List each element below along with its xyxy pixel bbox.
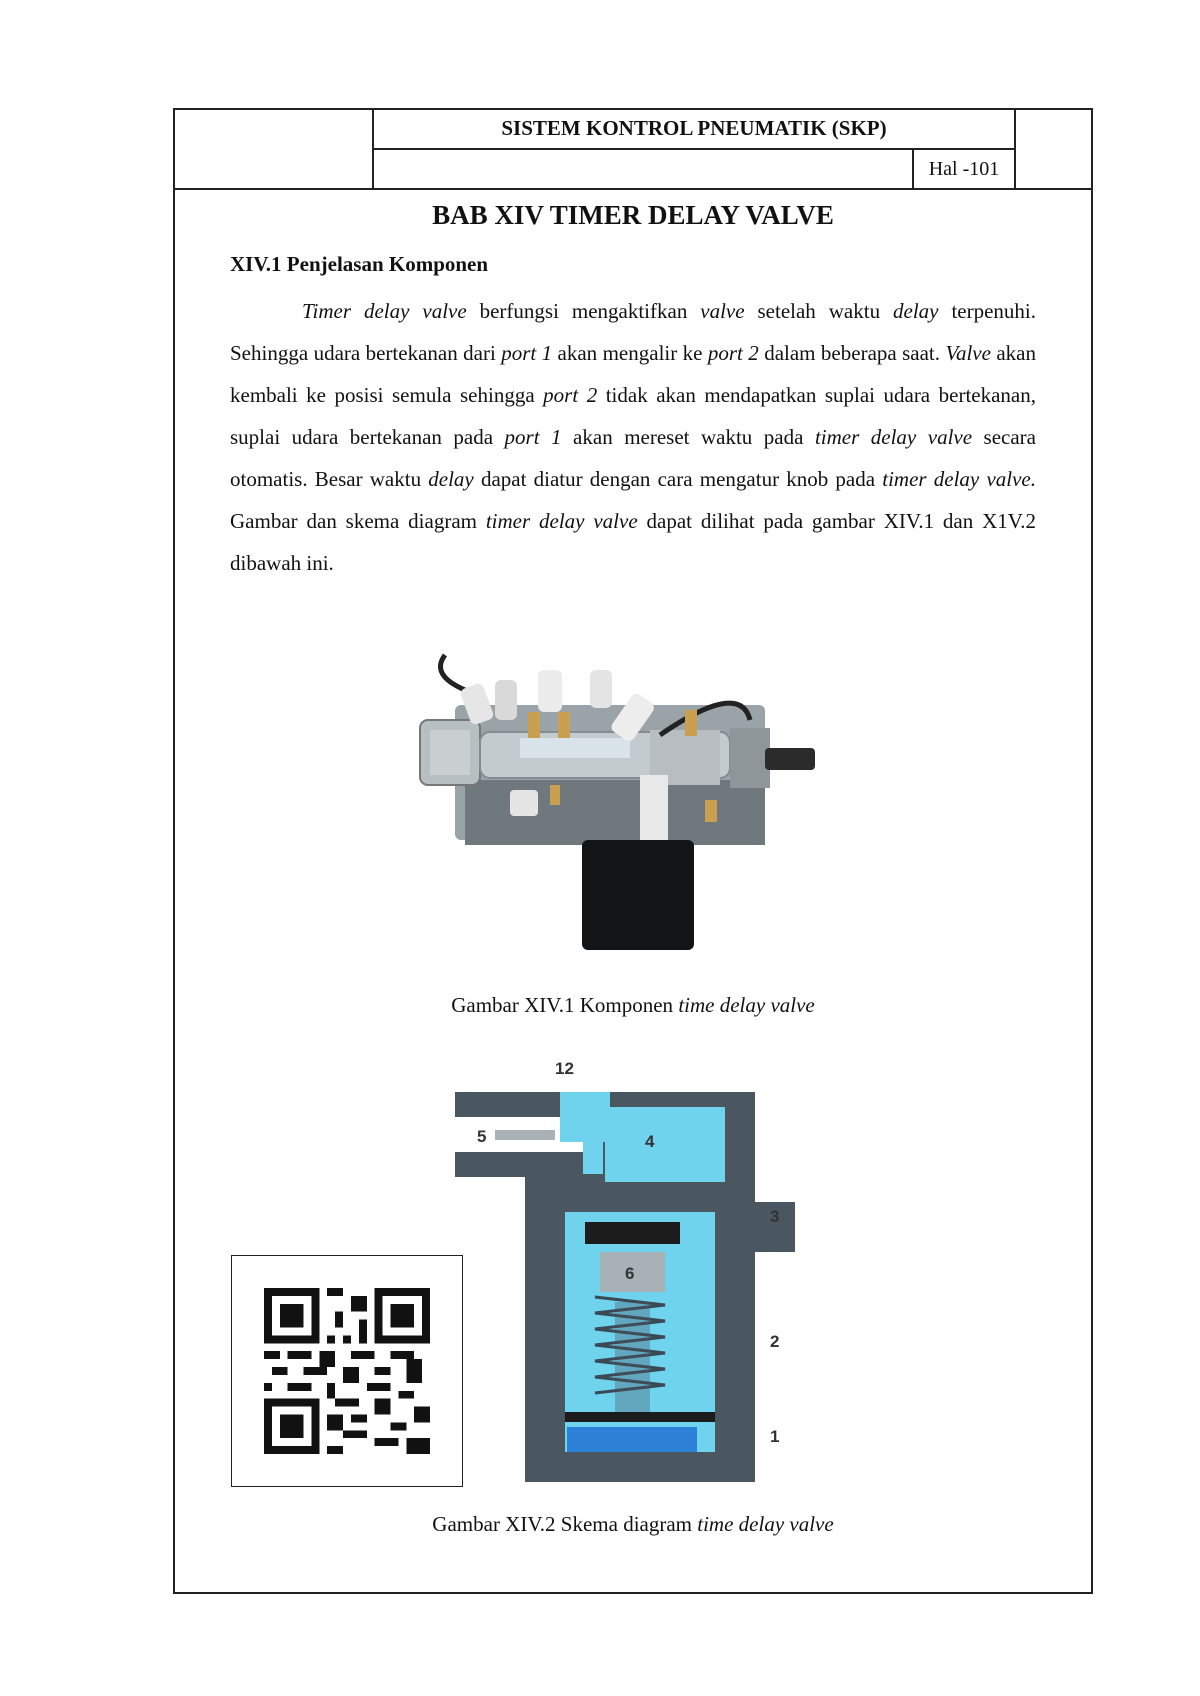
page-header [173, 108, 1093, 190]
paragraph-run: berfungsi mengaktifkan [466, 299, 701, 323]
paragraph-run: terpenuhi. Sehingga udara bertekanan dari [230, 299, 1036, 365]
header-right-cell [1014, 108, 1091, 188]
port-1-label: 1 [770, 1427, 780, 1446]
page-number: Hal -101 [912, 150, 1014, 188]
port-5-label: 5 [477, 1127, 487, 1146]
paragraph-run: tidak akan mendapatkan suplai udara bertekanan, suplai udara bertekanan pada [230, 383, 1036, 449]
port-3-label: 3 [770, 1207, 780, 1226]
qr-code [231, 1255, 463, 1487]
header-title: SISTEM KONTROL PNEUMATIK (SKP) [374, 108, 1014, 150]
paragraph-run: timer delay valve [814, 425, 973, 449]
valve-photo [410, 650, 850, 960]
paragraph-run: akan mereset waktu pada [561, 425, 815, 449]
paragraph-run: valve [700, 299, 745, 323]
paragraph-run: port 1 [504, 425, 562, 449]
paragraph-run: dapat diatur dengan cara mengatur knob pada [473, 467, 883, 491]
chapter-title: BAB XIV TIMER DELAY VALVE [432, 200, 834, 230]
paragraph-run: akan kembali ke posisi semula sehingga [230, 341, 1036, 407]
paragraph-run: Gambar dan skema diagram [230, 509, 486, 533]
paragraph-run: timer delay valve [485, 509, 638, 533]
header-left-cell [173, 108, 374, 188]
paragraph-run: dapat dilihat pada gambar XIV.1 dan X1V.2 dibawah ini. [230, 509, 1036, 575]
paragraph-run: Timer delay valve [302, 299, 467, 323]
figure1-caption: Gambar XIV.1 Komponen time delay valve [451, 993, 815, 1017]
port-12-label: 12 [555, 1059, 574, 1078]
paragraph-run: secara otomatis. Besar waktu [230, 425, 1036, 491]
paragraph-run: port 2 [707, 341, 759, 365]
figure2-caption: Gambar XIV.2 Skema diagram time delay valve [432, 1512, 834, 1536]
valve-schematic-diagram [455, 1052, 795, 1492]
port-4-label: 4 [645, 1132, 655, 1151]
paragraph-run: akan mengalir ke [552, 341, 708, 365]
paragraph-run: dalam beberapa saat. [758, 341, 946, 365]
qr-code-pattern [264, 1288, 430, 1454]
paragraph-run: delay [893, 299, 939, 323]
paragraph-run: setelah waktu [744, 299, 894, 323]
paragraph-run: timer delay valve. [882, 467, 1036, 491]
part-6-label: 6 [625, 1264, 635, 1283]
paragraph-run: port 2 [543, 383, 598, 407]
port-2-label: 2 [770, 1332, 780, 1351]
section-title: XIV.1 Penjelasan Komponen [230, 252, 489, 276]
body-paragraph [230, 290, 1036, 584]
paragraph-run: Valve [945, 341, 991, 365]
paragraph-run: delay [428, 467, 474, 491]
paragraph-run: port 1 [501, 341, 553, 365]
